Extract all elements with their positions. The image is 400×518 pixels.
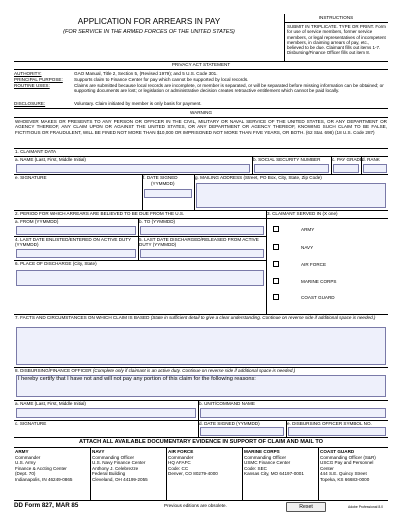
officer-date-field[interactable] [200, 427, 284, 436]
navy-address-line: Commanding Officer [92, 454, 135, 460]
coast-guard-checkbox[interactable] [273, 294, 279, 300]
army-address [15, 449, 89, 483]
routine-uses-text: Claims are submitted because local records are incomplete, or member is separated, or will be separated before missing information can be obtained; or supporting documents are lost; or legislation or administrative decision creates retroactive entitlement which cannot be paid locally. [74, 83, 384, 94]
ssn-label: b. SOCIAL SECURITY NUMBER [253, 157, 321, 162]
rank-label: d. RANK [362, 157, 380, 162]
form-subtitle: (FOR SERVICE IN THE ARMED FORCES OF THE UNITED STATES) [63, 29, 235, 35]
claimant-served-heading: 3. CLAIMANT SERVED IN (X one) [267, 211, 338, 216]
claimant-name-label: a. NAME (Last, First, Middle Initial) [15, 157, 86, 162]
instructions-heading: INSTRUCTIONS [318, 15, 354, 20]
unit-command-label: b. UNIT/COMMAND NAME [199, 401, 255, 406]
air-force-address-line: Denver, CO 80279-4000 [168, 471, 218, 477]
reset-button[interactable]: Reset [286, 502, 326, 512]
air-force-option-label: AIR FORCE [301, 262, 327, 267]
unit-command-field[interactable] [200, 408, 386, 418]
disbursing-officer-label [15, 368, 295, 374]
marine-corps-address-line: Kansas City, MO 64197-0001 [244, 471, 304, 477]
form-id: DD Form 827, MAR 85 [14, 502, 79, 509]
date-signed-format: (YYMMDD) [151, 181, 175, 186]
coast-guard-address-line: Topeka, KS 66683-0000 [320, 476, 370, 482]
rank-field[interactable] [363, 164, 387, 173]
last-discharged-field[interactable] [140, 249, 264, 258]
air-force-address-branch: AIR FORCE [168, 449, 194, 454]
army-address-line: Indianapolis, IN 46249-0865 [15, 476, 73, 482]
attach-evidence-heading: ATTACH ALL AVAILABLE DOCUMENTARY EVIDENCE IN SUPPORT OF CLAIM AND MAIL TO [78, 439, 324, 445]
marine-corps-checkbox[interactable] [273, 278, 279, 284]
period-from-field[interactable] [16, 226, 136, 235]
navy-option-label: NAVY [301, 245, 314, 250]
army-option-label: ARMY [301, 227, 315, 232]
navy-address-line: U.S. Navy Finance Center [92, 460, 146, 466]
disclosure-label: DISCLOSURE: [14, 101, 46, 106]
air-force-checkbox[interactable] [273, 261, 279, 267]
date-signed-label: f. DATE SIGNED [143, 175, 178, 180]
period-to-field[interactable] [140, 226, 264, 235]
officer-name-label: a. NAME (Last, First, Middle Initial) [15, 401, 86, 406]
period-to-label: b. TO (YYMMDD) [139, 219, 176, 224]
navy-address-branch: NAVY [92, 449, 105, 454]
disbursing-officer-note: (Complete only if claimant is an active duty. Continue on reverse side if additional space is needed.) [92, 368, 296, 373]
claimant-data-heading: 1. CLAIMANT DATA [15, 149, 57, 154]
warning-text: WHOEVER MAKES OR PRESENTS TO ANY PERSON OR OFFICER IN THE CIVIL, MILITARY OR NAVAL SERVICE OF THE UNITED STATES, OR ANY DEPARTMENT OR AGENCY THEREOF, ANY CLAIM UPON OR AGAINST THE UNITED STATES, OR ANY DEPARTMENT OR AGENCY THEREOF, KNOWING SUCH CLAIM TO BE FALSE, FICTITIOUS OR FRAUDULENT, WILL BE FINED NOT MORE THAN $10,000 OR IMPRISONED NOT MORE THAN FIVE YEARS, OR BOTH. (62 Stat. 698) (18 U.S. Code 287) [15, 119, 387, 135]
period-from-label: a. FROM (YYMMDD) [15, 219, 59, 224]
navy-checkbox[interactable] [273, 244, 279, 250]
disclosure-text: Voluntary. Claim initiated by member is only basis for payment. [74, 101, 202, 106]
army-address-line: Finance & Accting Center [15, 465, 67, 471]
period-heading: 2. PERIOD FOR WHICH ARREARS ARE BELIEVED TO BE DUE FROM THE U.S. [15, 211, 185, 216]
coast-guard-address [320, 449, 388, 483]
army-address-branch: ARMY [15, 449, 29, 454]
last-enlisted-label: 4. LAST DATE ENLISTED/ENTERED ON ACTIVE DUTY (YYMMDD) [15, 237, 132, 248]
form-title: APPLICATION FOR ARREARS IN PAY [77, 17, 221, 26]
mailing-address-label: g. MAILING ADDRESS (Street, PO Box, City, State, Zip Code) [195, 175, 322, 180]
coast-guard-address-line: 444 S.E. Quincy Street [320, 471, 367, 477]
pay-grade-field[interactable] [333, 164, 359, 173]
dd-form-827 [14, 14, 388, 512]
claimant-signature-label: e. SIGNATURE [15, 175, 47, 180]
facts-label [15, 315, 387, 320]
navy-address-line: Federal Building [92, 471, 126, 477]
privacy-heading: PRIVACY ACT STATEMENT [171, 62, 231, 67]
claimant-name-field[interactable] [16, 164, 250, 173]
warning-heading: WARNING [189, 110, 213, 115]
coast-guard-option-label: COAST GUARD [301, 295, 335, 300]
navy-address-line: Anthony J. Celebrezze [92, 465, 139, 471]
pay-grade-label: c. PAY GRADE [332, 157, 363, 162]
coast-guard-address-line: Commanding Officer (S&R) [320, 454, 376, 460]
purpose-label: PRINCIPAL PURPOSE: [14, 77, 63, 82]
marine-corps-address-line: USMC Finance Center [244, 460, 291, 466]
routine-uses-label: ROUTINE USES: [14, 83, 50, 88]
air-force-address-line: HQ AFAFC [168, 460, 191, 466]
marine-corps-address-line: Code: SEC [244, 465, 267, 471]
ssn-field[interactable] [254, 164, 329, 173]
officer-date-label: d. DATE SIGNED (YYMMDD) [199, 421, 260, 426]
army-address-line: Commander [15, 454, 41, 460]
instructions-text: SUBMIT IN TRIPLICATE. TYPE OR PRINT. Form for use of service members, former service members, or legal representatives of incompetent members, in claiming arrears of pay, etc., believed to be due. Claimant fills out items 1-7. Disbursing/Finance Officer fills out item 8. [287, 24, 386, 56]
army-checkbox[interactable] [273, 226, 279, 232]
purpose-text: Supports claim to Finance Center for pay which cannot be supported by local records. [74, 77, 249, 82]
coast-guard-address-branch: COAST GUARD [320, 449, 355, 454]
marine-corps-address [244, 449, 316, 477]
navy-address-line: Cleveland, OH 44199-2055 [92, 476, 148, 482]
facts-note: (State in sufficient detail to give a clear understanding. Continue on reverse side if additional space is needed.) [150, 315, 376, 320]
coast-guard-address-line: Center [320, 465, 334, 471]
marine-corps-address-branch: MARINE CORPS [244, 449, 280, 454]
place-of-discharge-field[interactable] [16, 270, 264, 286]
navy-address [92, 449, 166, 483]
authority-label: AUTHORITY: [14, 71, 42, 76]
authority-text: GAO Manual, Title 2, Section 5, (Revised 1979); and 5 U.S. Code 301. [74, 71, 218, 76]
officer-name-field[interactable] [16, 408, 196, 418]
coast-guard-address-line: USCG Pay and Personnel [320, 460, 374, 466]
facts-label-text: 7. FACTS AND CIRCUMSTANCES ON WHICH CLAIM IS BASED [15, 315, 150, 320]
army-address-line: (Dept. 70) [15, 471, 36, 477]
disbursing-officer-label-text: 8. DISBURSING/FINANCE OFFICER [15, 368, 92, 373]
marine-corps-address-line: Commanding Officer [244, 454, 287, 460]
air-force-address-line: Commander [168, 454, 194, 460]
certification-text: I hereby certify that I have not and will not pay any portion of this claim for the following reasons: [18, 376, 256, 382]
last-enlisted-field[interactable] [16, 249, 136, 258]
edition-note: Previous editions are obsolete. [164, 503, 227, 508]
officer-symbol-field[interactable] [288, 427, 386, 436]
officer-signature-label: c. SIGNATURE [15, 421, 47, 426]
facts-field[interactable] [16, 327, 386, 365]
place-of-discharge-label: 6. PLACE OF DISCHARGE (City, State) [15, 261, 97, 266]
publisher-note: Adobe Professional 8.0 [348, 505, 384, 509]
mailing-address-field[interactable] [196, 183, 386, 208]
officer-symbol-label: e. DISBURSING OFFICER SYMBOL NO. [287, 421, 372, 426]
marine-corps-option-label: MARINE CORPS [301, 279, 337, 284]
last-discharged-label: 5. LAST DATE DISCHARGED/RELEASED FROM ACTIVE DUTY (YYMMDD) [139, 237, 259, 248]
air-force-address-line: Code: CC [168, 465, 189, 471]
claimant-date-field[interactable] [144, 189, 192, 198]
army-address-line: U.S. Army [15, 460, 36, 466]
air-force-address [168, 449, 238, 477]
